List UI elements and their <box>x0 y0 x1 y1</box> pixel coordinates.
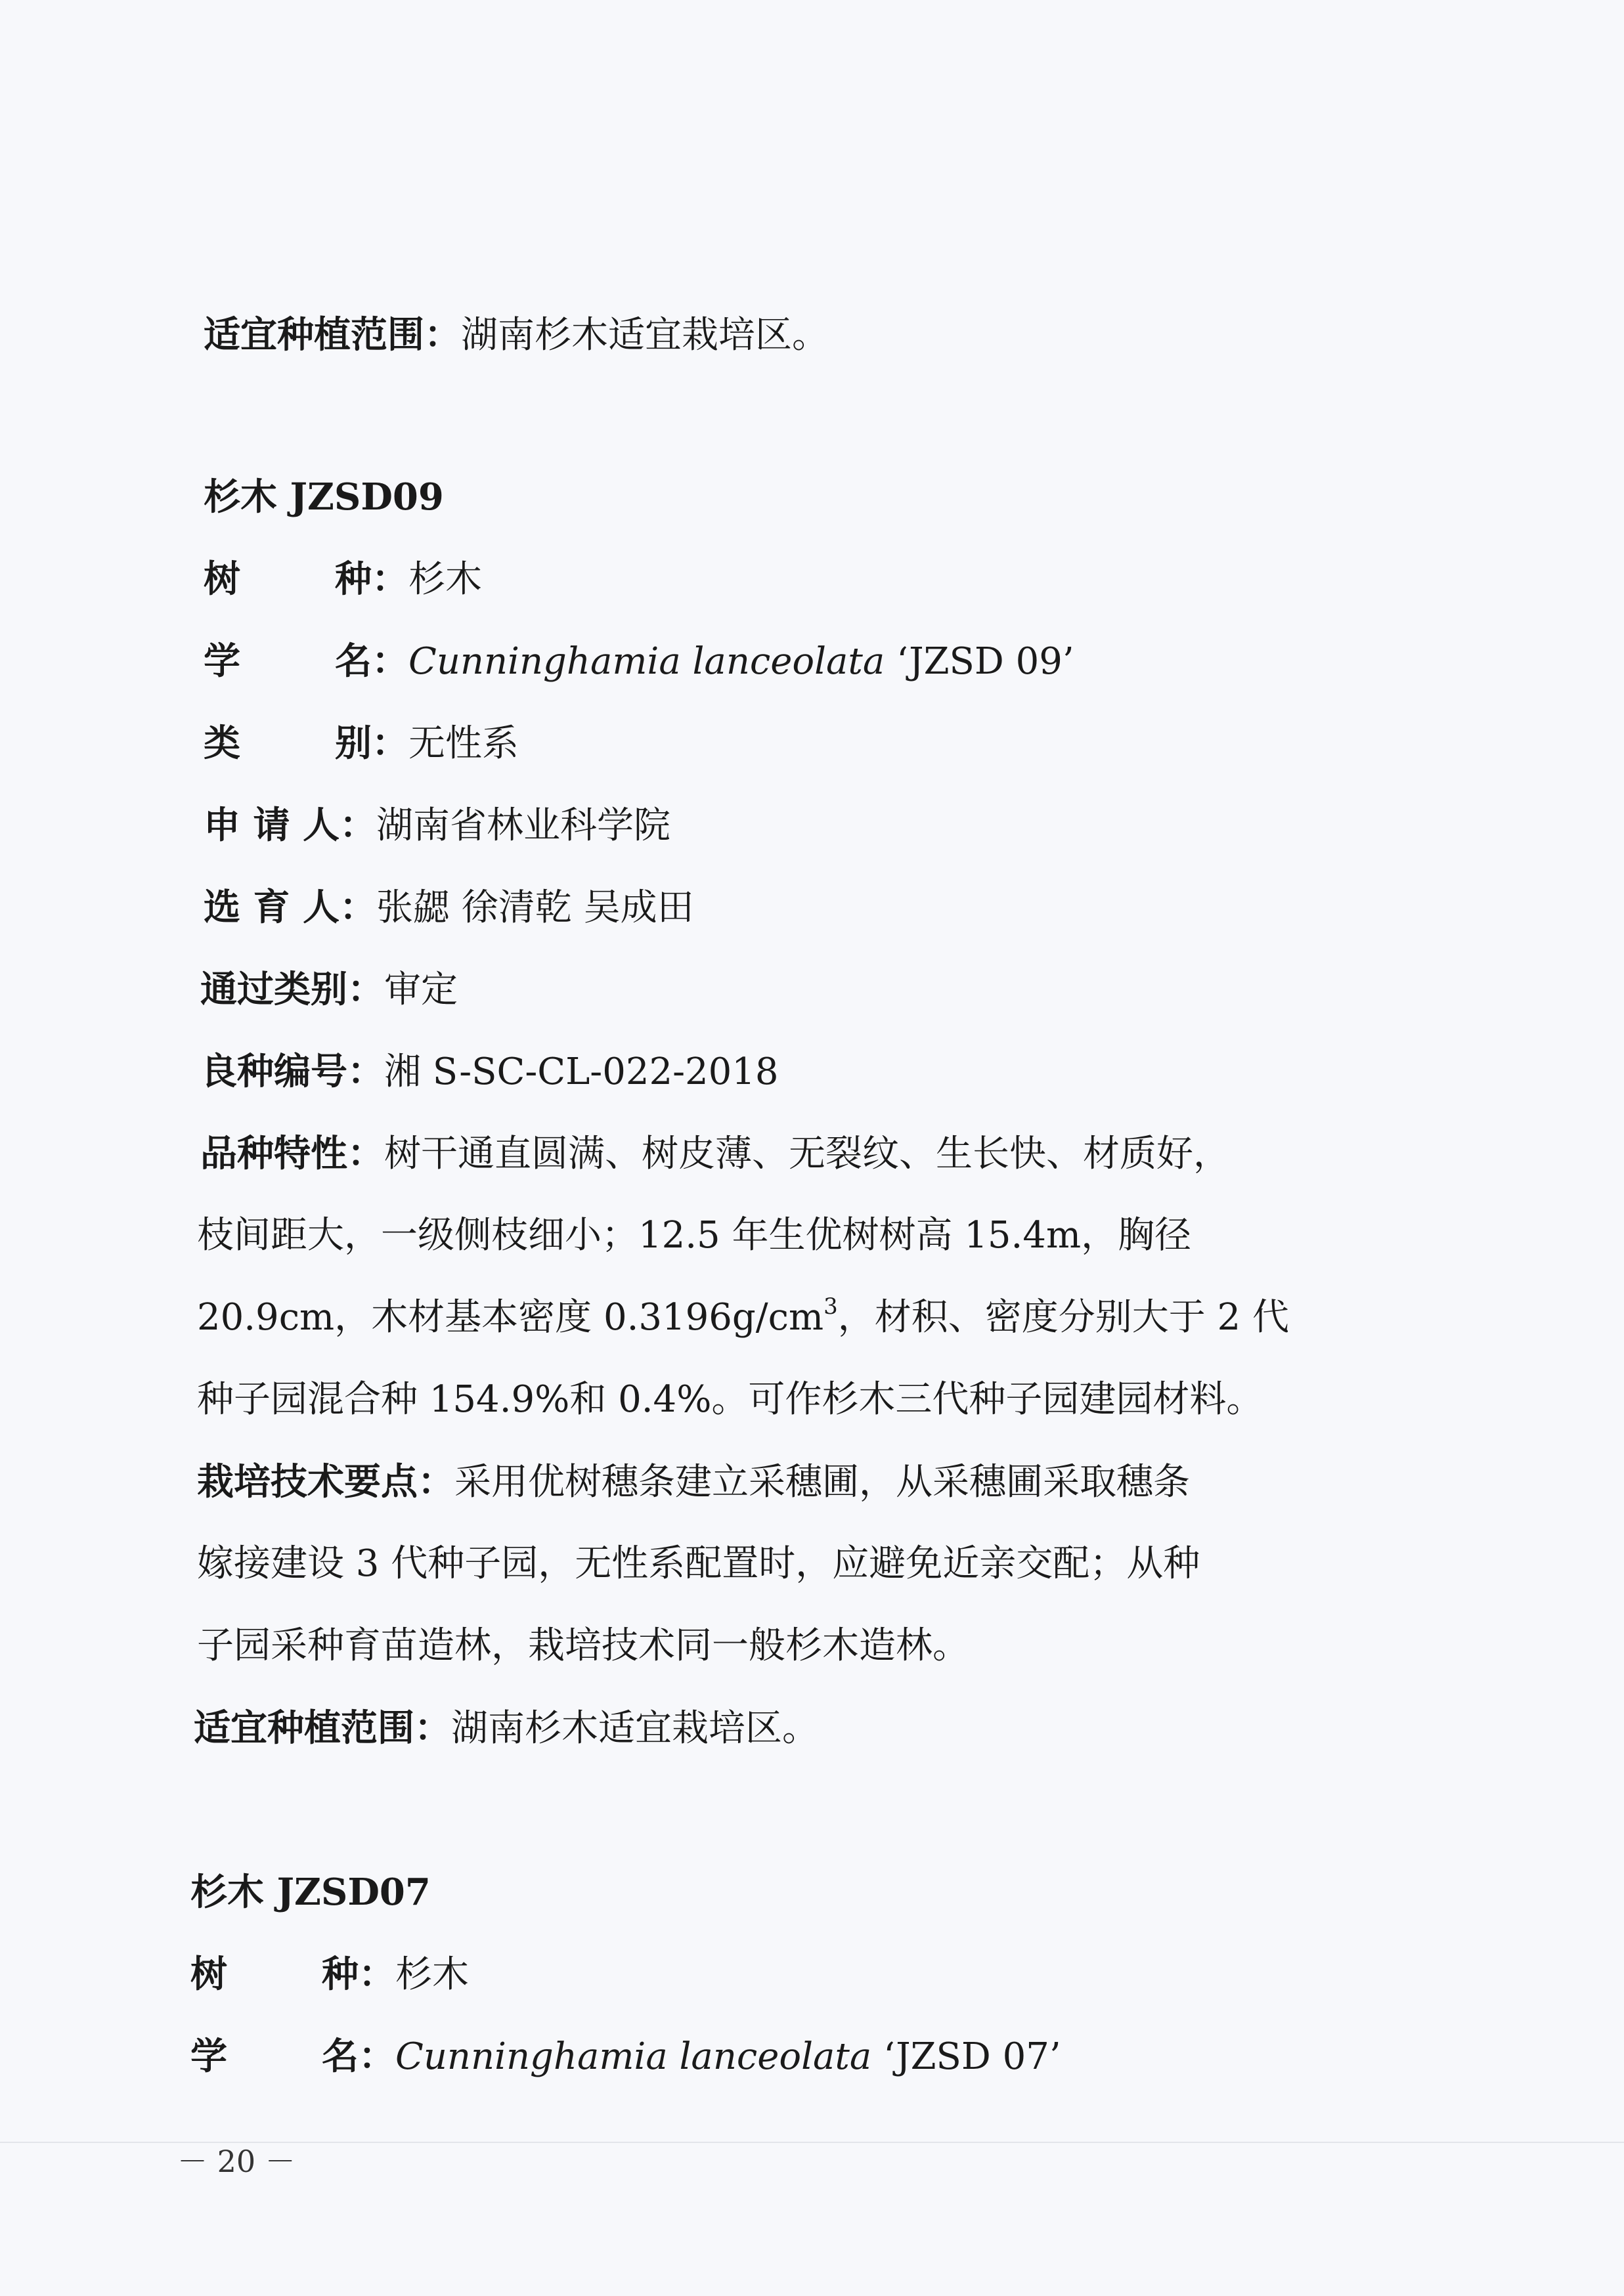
range-line-jzsd09 <box>194 1702 819 1754</box>
applicant-label: 申 请 人： <box>204 804 376 847</box>
approval-value: 审定 <box>384 968 458 1011</box>
sci-label-first: 学 <box>190 2035 227 2078</box>
range-value: 湖南杉木适宜栽培区。 <box>461 314 829 357</box>
entry-heading-code: JZSD07 <box>276 1871 431 1914</box>
traits-line-2 <box>197 1209 1191 1262</box>
category-label-first: 类 <box>204 722 240 765</box>
scientific-name-line <box>204 635 1074 687</box>
entry-heading-code: JZSD09 <box>290 475 444 519</box>
traits-text-4: 种子园混合种 154.9%和 0.4%。可作杉木三代种子园建园材料。 <box>197 1378 1263 1421</box>
tech-label: 栽培技术要点： <box>197 1460 454 1504</box>
tech-line-2 <box>197 1538 1200 1590</box>
approval-line <box>200 963 458 1016</box>
species-label-first: 树 <box>190 1953 227 1996</box>
traits-line-1 <box>200 1127 1230 1180</box>
traits-text-3b: ，材积、密度分别大于 2 代 <box>837 1296 1289 1339</box>
applicant-line <box>204 799 670 852</box>
sci-label-second: 名： <box>322 2035 395 2078</box>
entry-heading-prefix: 杉木 <box>190 1871 264 1914</box>
species-label-first: 树 <box>204 557 240 601</box>
species-label-second: 种： <box>322 1953 395 1996</box>
species-label-second: 种： <box>335 557 408 601</box>
tech-line-3 <box>197 1620 969 1672</box>
sci-name-italic: Cunninghamia lanceolata <box>395 2035 872 2078</box>
entry-heading-jzsd09 <box>204 471 444 523</box>
category-value: 无性系 <box>408 722 519 765</box>
tech-line-1 <box>197 1456 1190 1508</box>
range-line-top <box>204 309 829 361</box>
sci-name-cultivar: ‘JZSD 09’ <box>885 640 1074 683</box>
traits-line-3 <box>197 1291 1289 1344</box>
category-label-second: 别： <box>335 722 408 765</box>
sci-name-italic: Cunninghamia lanceolata <box>408 640 885 683</box>
traits-superscript: 3 <box>823 1293 838 1320</box>
approval-label: 通过类别： <box>200 968 384 1011</box>
entry-heading-prefix: 杉木 <box>204 475 277 519</box>
range-label: 适宜种植范围： <box>194 1706 451 1750</box>
species-value: 杉木 <box>408 558 482 601</box>
traits-text-2: 枝间距大，一级侧枝细小；12.5 年生优树树高 15.4m，胸径 <box>197 1214 1192 1257</box>
traits-label: 品种特性： <box>200 1132 384 1175</box>
traits-text-3a: 20.9cm，木材基本密度 0.3196g/cm <box>197 1296 824 1339</box>
species-value: 杉木 <box>395 1953 469 1996</box>
species-line <box>204 553 482 605</box>
variety-number-line <box>200 1045 779 1098</box>
traits-line-4 <box>197 1374 1263 1426</box>
breeder-value: 张勰 徐清乾 吴成田 <box>376 886 694 929</box>
range-label: 适宜种植范围： <box>204 313 461 357</box>
breeder-line <box>204 881 694 934</box>
tech-text-2: 嫁接建设 3 代种子园，无性系配置时，应避免近亲交配；从种 <box>197 1542 1200 1585</box>
tech-text-3: 子园采种育苗造林，栽培技术同一般杉木造林。 <box>197 1624 969 1667</box>
page-number: － 20 － <box>177 2144 296 2179</box>
variety-number-value: 湘 S-SC-CL-022-2018 <box>384 1051 779 1093</box>
species-line-jzsd07 <box>190 1948 469 2001</box>
range-value: 湖南杉木适宜栽培区。 <box>451 1707 819 1750</box>
sci-label-second: 名： <box>335 639 408 683</box>
applicant-value: 湖南省林业科学院 <box>376 804 670 847</box>
category-line <box>204 717 519 769</box>
variety-number-label: 良种编号： <box>200 1050 384 1093</box>
sci-label-first: 学 <box>204 639 240 683</box>
scientific-name-line-jzsd07 <box>190 2030 1061 2083</box>
sci-name-cultivar: ‘JZSD 07’ <box>871 2035 1061 2078</box>
traits-text-1: 树干通直圆满、树皮薄、无裂纹、生长快、材质好， <box>384 1133 1230 1175</box>
breeder-label: 选 育 人： <box>204 886 376 929</box>
tech-text-1: 采用优树穗条建立采穗圃，从采穗圃采取穗条 <box>454 1461 1190 1504</box>
entry-heading-jzsd07 <box>190 1866 431 1918</box>
